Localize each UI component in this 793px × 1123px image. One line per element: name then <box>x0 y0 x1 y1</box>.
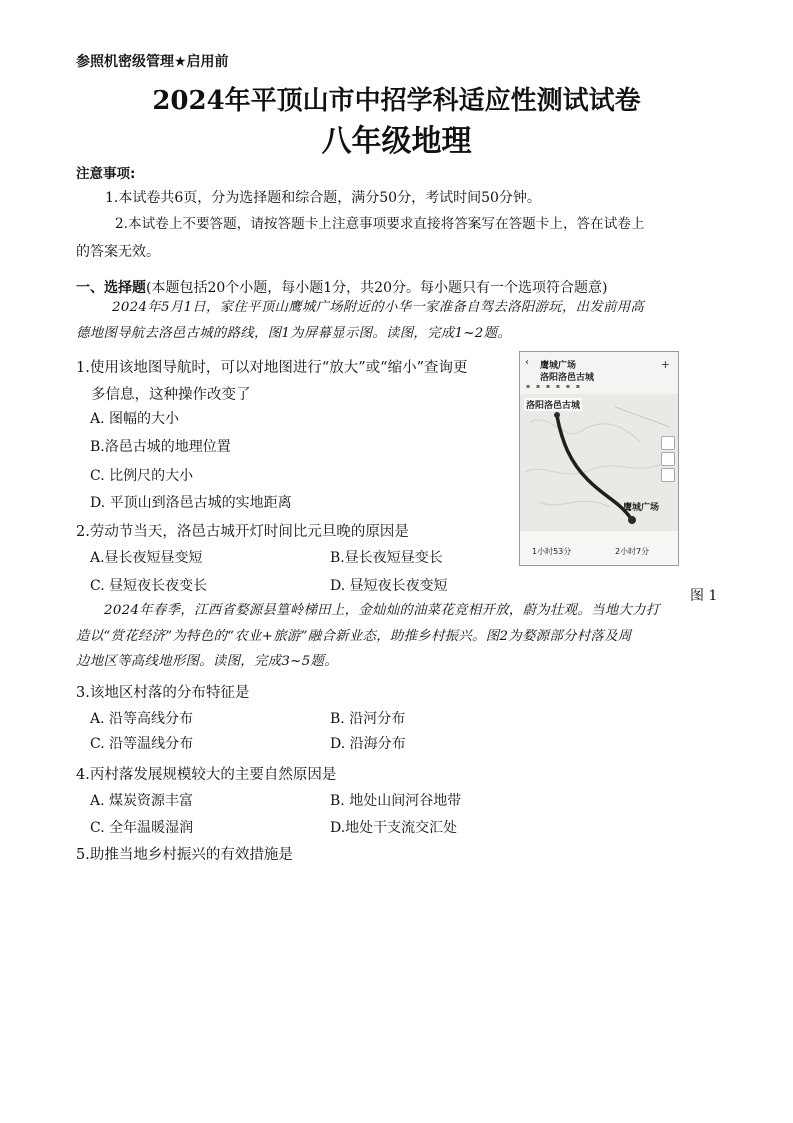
notice-item-2: 2.本试卷上不要答题，请按答题卡上注意事项要求直接将答案写在答题卡上，答在试卷上 <box>115 216 645 232</box>
passage-1-line-2: 德地图导航去洛邑古城的路线，图1为屏幕显示图。读图，完成1~2题。 <box>76 326 512 341</box>
back-arrow-icon: ‹ <box>525 357 529 368</box>
map-start-label: 洛阳洛邑古城 <box>524 398 582 411</box>
section-label: 一、选择题 <box>76 280 146 296</box>
section-heading <box>76 277 607 297</box>
notice-heading: 注意事项: <box>76 166 136 182</box>
q3-stem: 3.该地区村落的分布特征是 <box>76 685 250 701</box>
passage-2-line-2: 造以“赏花经济”为特色的“农业+旅游”融合新业态，助推乡村振兴。图2为婺源部分村落及周 <box>76 629 632 644</box>
map-control-icon <box>661 436 675 450</box>
q4-option-d: D.地处干支流交汇处 <box>330 820 458 836</box>
map-control-icon <box>661 452 675 466</box>
q4-stem: 4.丙村落发展规模较大的主要自然原因是 <box>76 767 337 783</box>
q1-stem: 1.使用该地图导航时，可以对地图进行“放大”或“缩小”查询更 <box>76 360 468 376</box>
q1-option-b: B.洛邑古城的地理位置 <box>90 439 231 455</box>
route-time-2: 2小时7分 <box>615 547 650 556</box>
notice-item-1: 1.本试卷共6页，分为选择题和综合题，满分50分，考试时间50分钟。 <box>105 190 541 206</box>
route-to: 洛阳洛邑古城 <box>540 373 595 383</box>
q4-option-b: B. 地处山间河谷地带 <box>330 793 462 809</box>
q4-option-a: A. 煤炭资源丰富 <box>90 793 194 809</box>
travel-modes: ▪ ▪ ▪ ▪ ▪ ▪ <box>526 383 580 390</box>
section-description: (本题包括20个小题，每小题1分，共20分。每小题只有一个选项符合题意) <box>146 280 608 296</box>
q2-option-b: B.昼长夜短昼变长 <box>330 550 443 566</box>
q5-stem: 5.助推当地乡村振兴的有效措施是 <box>76 847 293 863</box>
passage-1-line-1: 2024年5月1日，家住平顶山鹰城广场附近的小华一家准备自驾去洛阳游玩，出发前用高 <box>112 300 645 315</box>
route-time-1: 1小时53分 <box>532 547 572 556</box>
map-control-icon <box>661 468 675 482</box>
q2-option-d: D. 昼短夜长夜变短 <box>330 578 448 594</box>
q3-option-a: A. 沿等高线分布 <box>90 711 194 727</box>
route-from: 鹰城广场 <box>540 361 577 371</box>
add-icon: + <box>660 358 670 371</box>
q1-option-d: D. 平顶山到洛邑古城的实地距离 <box>90 495 292 511</box>
passage-2-line-3: 边地区等高线地形图。读图，完成3~5题。 <box>76 654 338 669</box>
exam-title: 2024年平顶山市中招学科适应性测试试卷 <box>152 86 641 116</box>
exam-subject: 八年级地理 <box>321 124 472 159</box>
passage-2-line-1: 2024年春季，江西省婺源县篁岭梯田上，金灿灿的油菜花竞相开放，蔚为壮观。当地大力打 <box>104 603 660 618</box>
q2-option-c: C. 昼短夜长夜变长 <box>90 578 208 594</box>
q1-stem-cont: 多信息，这种操作改变了 <box>91 387 251 403</box>
notice-item-2-cont: 的答案无效。 <box>76 244 160 260</box>
map-end-label: 鹰城广场 <box>623 503 660 513</box>
figure-1-map <box>519 351 679 566</box>
figure-1-caption: 图 1 <box>690 588 718 604</box>
confidentiality-note: 参照机密级管理★启用前 <box>76 54 229 70</box>
q3-option-c: C. 沿等温线分布 <box>90 736 194 752</box>
q1-option-a: A. 图幅的大小 <box>90 411 180 427</box>
q2-stem: 2.劳动节当天，洛邑古城开灯时间比元旦晚的原因是 <box>76 524 409 540</box>
q1-option-c: C. 比例尺的大小 <box>90 468 194 484</box>
q3-option-b: B. 沿河分布 <box>330 711 406 727</box>
route-summary-panel <box>520 531 678 565</box>
q3-option-d: D. 沿海分布 <box>330 736 406 752</box>
q4-option-c: C. 全年温暖湿润 <box>90 820 194 836</box>
q2-option-a: A.昼长夜短昼变短 <box>90 550 203 566</box>
